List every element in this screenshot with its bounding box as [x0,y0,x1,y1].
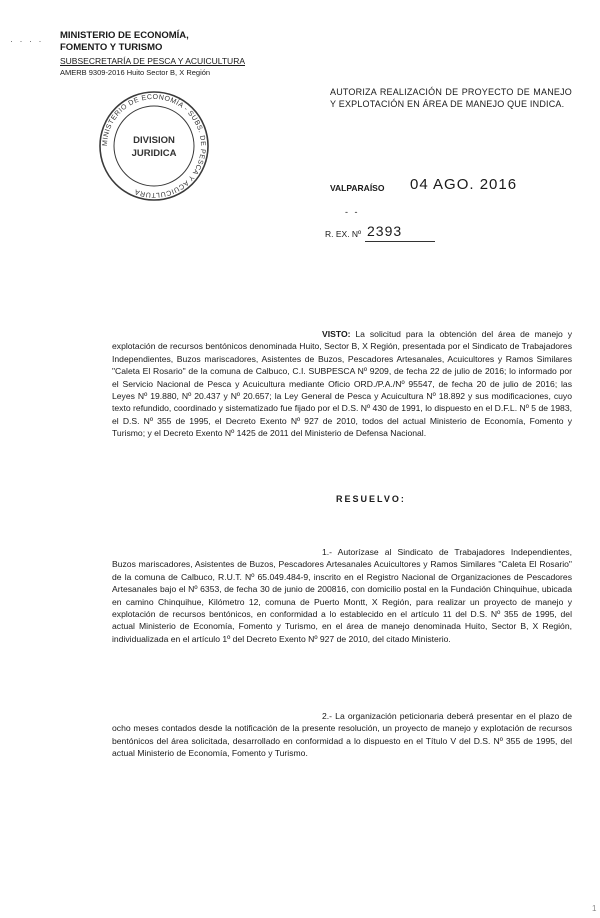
page-mark: 1 [592,904,597,913]
article-2 [112,710,572,760]
place: VALPARAÍSO [330,183,385,193]
place-date [330,176,570,200]
date-stamp: 04 AGO. 2016 [410,176,518,193]
stamp-line-1: DIVISION [133,135,175,146]
visto-paragraph [112,328,572,440]
resolution-underline [365,241,435,242]
article-1 [112,546,572,645]
visto-text: La solicitud para la obtención del área de manejo y explotación de recursos bentónicos denominada Huito, Sector B, X Región, presentada por el Sindicato de Trabajadores Independientes, Buzos mariscadores, Asistentes de Buzos, Pescadores Artesanales, Acuicultores y Ramos Similares "Caleta El Rosario" de la comuna de Calbuco, C.I. SUBPESCA Nº 9209, de fecha 22 de julio de 2016; lo informado por el Servicio Nacional de Pesca y Acuicultura mediante Oficio ORD./P.A./Nº 95547, de fecha 20 de julio de 2016; las Leyes Nº 19.880, Nº 20.437 y Nº 20.657; la Ley General de Pesca y Acuicultura Nº 18.892 y sus modificaciones, cuyo texto refundido, coordinado y sistematizado fue fijado por el D.S. Nº 430 de 1991, lo dispuesto en el D.F.L. Nº 5 de 1983, el D.S. Nº 355 de 1995, el Decreto Exento Nº 927 de 2010, todos del actual Ministerio de Economía, Fomento y Turismo; y el Decreto Exento Nº 1425 de 2011 del Ministerio de Defensa Nacional. [112,329,572,439]
article-2-lead: 2.- La organización peticionaria deberá [322,711,474,721]
resolution-subject: AUTORIZA REALIZACIÓN DE PROYECTO DE MANEJO Y EXPLOTACIÓN EN ÁREA DE MANEJO QUE INDICA. [330,87,572,109]
letterhead [60,30,290,78]
stamp-ring-text: MINISTERIO DE ECONOMÍA - SUBS. DE PESCA Y ACUICULTURA [101,93,207,199]
article-1-text: Independientes, Buzos mariscadores, Asistentes de Buzos, Pescadores Artesanales Acuicultores y Ramos Similares "Caleta El Rosario" de la comuna de Calbuco, R.U.T. Nº 65.049.484-9, inscrito en el Registro Nacional de Organizaciones de Pescadores Artesanales bajo el Nº 6353, de fecha 30 de junio de 200816, con domicilio postal en la Fundación Chinquihue, ubicada en camino Chinquihue, Kilómetro 12, comuna de Puerto Montt, X Región, para realizar un proyecto de manejo y explotación de recursos bentónicos, en conformidad a lo establecido en el artículo 11 del D.S. Nº 355 de 1995, del actual Ministerio de Economía, Fomento y Turismo, en el área de manejo denominada Huito, Sector B, X Región, individualizada en el artículo 1º del Decreto Exento Nº 927 de 2010, del citado Ministerio. [112,547,572,644]
visto-lead: VISTO: [322,329,351,339]
resuelvo-heading: RESUELVO: [336,494,406,504]
resolution-dash: - - [345,207,360,217]
resolution-label: R. EX. Nº [325,229,362,239]
article-1-lead: 1.- Autorízase al Sindicato de Trabajadores [322,547,505,557]
division-juridica-stamp [96,88,212,204]
reference-line: AMERB 9309-2016 Huito Sector B, X Región [60,68,211,77]
ministry-line-1: MINISTERIO DE ECONOMÍA, [60,30,189,41]
resolution-number-value: 2393 [367,223,403,239]
resolution-number [325,207,565,247]
subsecretaria-line: SUBSECRETARÍA DE PESCA Y ACUICULTURA [60,56,246,66]
stamp-line-2: JURIDICA [131,148,177,159]
article-2-text: presentar en el plazo de ocho meses contados desde la notificación de la presente resolución, un proyecto de manejo y explotación de recursos bentónicos del área solicitada, desarrollado en conformidad a lo dispuesto en el Título V del D.S. Nº 355 de 1995, del actual Ministerio de Economía, Fomento y Turismo. [112,711,572,759]
ministry-line-2: FOMENTO Y TURISMO [60,42,163,53]
scan-mark: · · · · [10,36,44,46]
